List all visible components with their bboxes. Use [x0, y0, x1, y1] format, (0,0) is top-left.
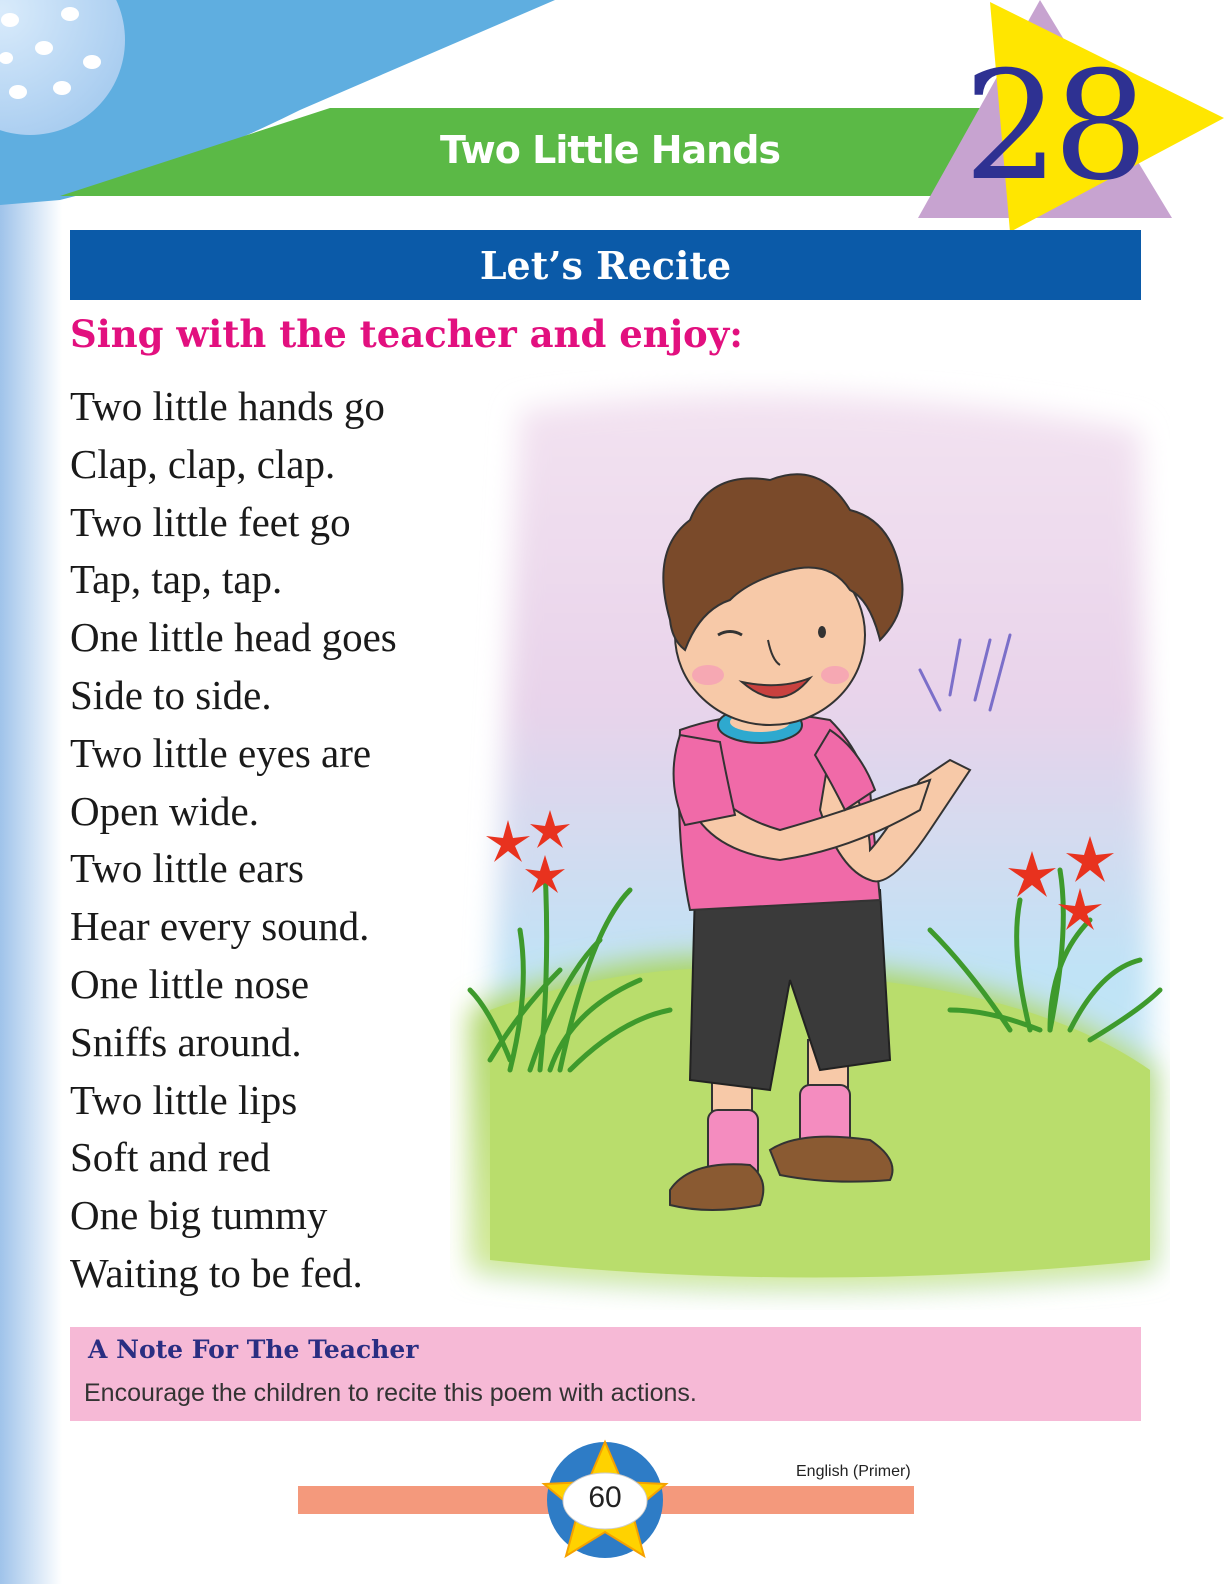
poem-line: Waiting to be fed.: [70, 1249, 363, 1296]
poem: [70, 378, 397, 1303]
poem-line: Tap, tap, tap.: [70, 556, 283, 603]
poem-line: Two little ears: [70, 845, 304, 892]
teacher-note-title: A Note For The Teacher: [88, 1335, 419, 1364]
poem-line: Soft and red: [70, 1134, 271, 1181]
poem-line: Hear every sound.: [70, 903, 370, 950]
instruction-text: Sing with the teacher and enjoy:: [70, 312, 743, 356]
poem-line: One big tummy: [70, 1192, 328, 1239]
chapter-title: Two Little Hands: [439, 128, 781, 172]
chapter-number: 28: [963, 40, 1143, 214]
boy-clapping-illustration: [450, 370, 1170, 1310]
poem-line: Two little feet go: [70, 498, 351, 545]
poem-line: Two little eyes are: [70, 729, 372, 776]
section-heading: Let’s Recite: [70, 230, 1141, 300]
book-subject: English (Primer): [796, 1463, 911, 1480]
poem-line: Sniffs around.: [70, 1018, 302, 1065]
teacher-note-text: Encourage the children to recite this poem with actions.: [84, 1379, 697, 1407]
poem-line: Two little hands go: [70, 383, 385, 429]
poem-line: Open wide.: [70, 787, 260, 834]
page-number: 60: [588, 1481, 622, 1514]
poem-line: Clap, clap, clap.: [70, 440, 336, 487]
poem-line: One little nose: [70, 960, 310, 1007]
poem-line: Two little lips: [70, 1076, 298, 1123]
poem-line: One little head goes: [70, 614, 397, 661]
poem-line: Side to side.: [70, 671, 272, 718]
teacher-note: [70, 1327, 1141, 1421]
